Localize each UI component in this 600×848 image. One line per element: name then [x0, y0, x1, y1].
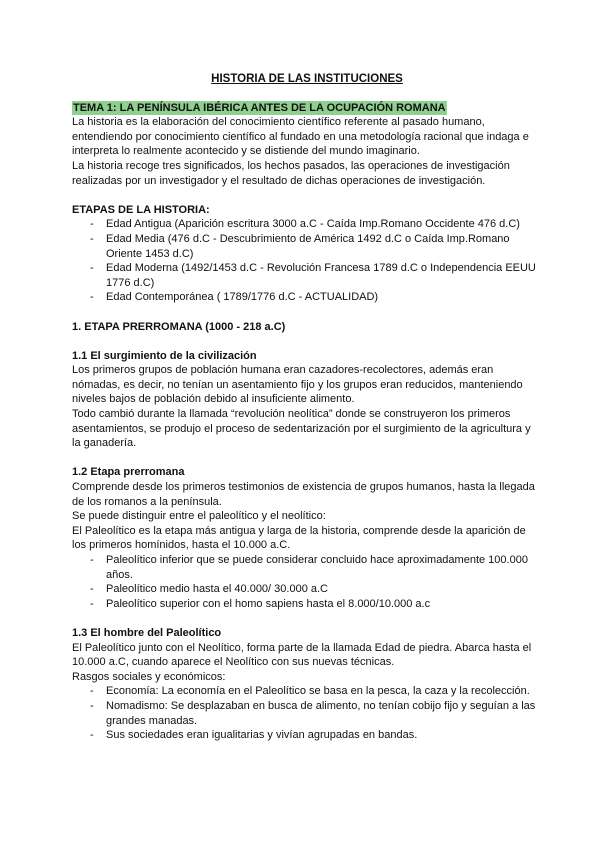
etapas-list: [72, 217, 542, 305]
section-1-2-heading: 1.2 Etapa prerromana: [72, 466, 185, 479]
list-item: - Edad Antigua (Aparición escritura 3000 a.C - Caída Imp.Romano Occidente 476 d.C): [90, 218, 520, 231]
document-title: HISTORIA DE LAS INSTITUCIONES: [211, 73, 403, 85]
paragraph: Rasgos sociales y económicos:: [72, 670, 226, 683]
paragraph: Comprende desde los primeros testimonios de existencia de grupos humanos, hasta la llegada de los romanos a la península.: [72, 481, 535, 508]
bullet-dash: -: [90, 232, 94, 245]
document-body: [72, 72, 542, 743]
intro-paragraph: La historia es la elaboración del conocimiento científico referente al pasado humano, entendiendo por conocimiento científico al fundado en una metodología racional que indaga e interpreta lo realmente acontecido y se distiende del mundo imaginario.: [72, 116, 529, 158]
list-item: - Paleolítico medio hasta el 40.000/ 30.000 a.C: [90, 583, 328, 596]
intro-paragraph: La historia recoge tres significados, los hechos pasados, las operaciones de investigación realizadas por un investigador y el resultado de dichas operaciones de investigación.: [72, 159, 510, 187]
paragraph: Todo cambió durante la llamada “revolución neolítica” donde se construyeron los primeros asentamientos, se produjo el proceso de sedentarización por el surgimiento de la agricultura y la ganadería.: [72, 408, 531, 450]
list-item: - Paleolítico inferior que se puede considerar concluido hace aproximadamente 100.000 años.: [90, 554, 528, 581]
bullet-dash: -: [90, 583, 94, 596]
bullet-dash: -: [90, 218, 94, 231]
section-1-3-heading: 1.3 El hombre del Paleolítico: [72, 626, 222, 639]
bullet-dash: -: [90, 554, 94, 566]
list-item: - Edad Contemporánea ( 1789/1776 d.C - ACTUALIDAD): [90, 291, 379, 304]
list-item: - Economía: La economía en el Paleolítico se basa en la pesca, la caza y la recolección.: [90, 685, 530, 698]
bullet-dash: -: [90, 291, 94, 304]
list-item: - Sus sociedades eran igualitarias y vivían agrupadas en bandas.: [90, 729, 418, 742]
list-item: - Paleolítico superior con el homo sapiens hasta el 8.000/10.000 a.c: [90, 597, 431, 610]
list-item: - Nomadismo: Se desplazaban en busca de alimento, no tenían cobijo fijo y seguían a las grandes manadas.: [90, 699, 536, 727]
tema-heading-highlight: TEMA 1: LA PENÍNSULA IBÉRICA ANTES DE LA OCUPACIÓN ROMANA: [73, 101, 446, 114]
list-item: - Edad Moderna (1492/1453 d.C - Revolución Francesa 1789 d.C o Independencia EEUU 1776 d.C): [90, 262, 536, 289]
paragraph: Se puede distinguir entre el paleolítico y el neolítico:: [72, 510, 326, 523]
bullet-dash: -: [90, 597, 94, 610]
bullet-dash: -: [90, 685, 94, 698]
paragraph: Los primeros grupos de población humana eran cazadores-recolectores, además eran nómadas, es decir, no tenían un asentamiento fijo y los grupos eran reducidos, manteniendo niveles bajos de población debido al insuficiente alimento.: [72, 364, 523, 406]
bullet-dash: -: [90, 699, 94, 712]
paragraph: El Paleolítico junto con el Neolítico, forma parte de la llamada Edad de piedra. Abarca hasta el 10.000 a.C, cuando aparece el Neolítico con sus nuevas técnicas.: [72, 641, 532, 669]
etapas-heading: ETAPAS DE LA HISTORIA:: [72, 203, 210, 216]
section-1-1-heading: 1.1 El surgimiento de la civilización: [72, 349, 257, 362]
rasgos-list: [72, 684, 542, 742]
bullet-dash: -: [90, 262, 94, 275]
bullet-dash: -: [90, 729, 94, 742]
section-1-heading: 1. ETAPA PRERROMANA (1000 - 218 a.C): [72, 320, 286, 333]
paleolitico-list: [72, 553, 542, 611]
list-item: - Edad Media (476 d.C - Descubrimiento de América 1492 d.C o Caída Imp.Romano Oriente 1453 d.C): [90, 232, 510, 260]
paragraph: El Paleolítico es la etapa más antigua y larga de la historia, comprende desde la aparición de los primeros homínidos, hasta el 10.000 a.C.: [72, 524, 526, 552]
